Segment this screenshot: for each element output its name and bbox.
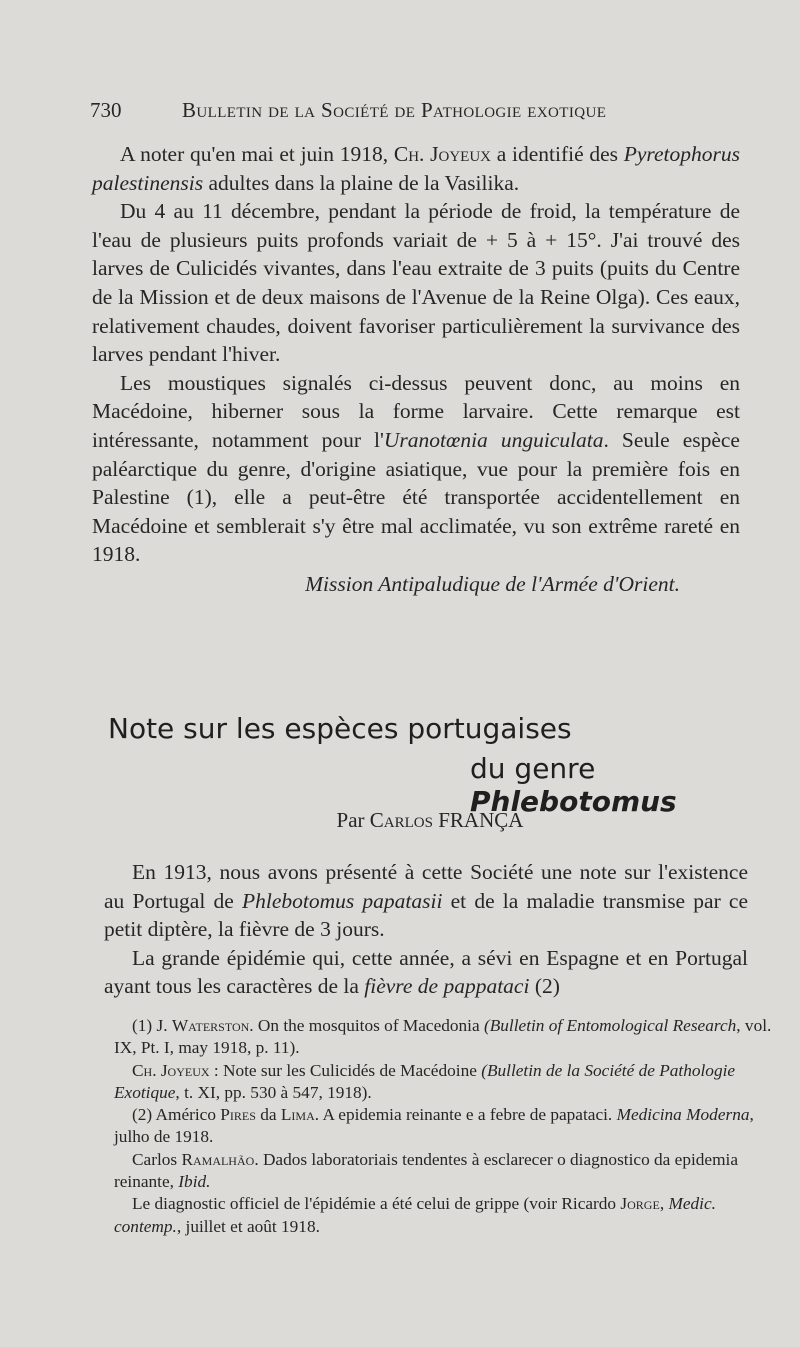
title-line-2: du genre Phlebotomus [470,752,677,818]
footnotes [114,1015,780,1238]
previous-article-text [92,140,740,599]
footnote: Carlos Ramalhão. Dados laboratoriais tendentes à esclarecer o diagnostico da epidemia reinante, Ibid. [114,1149,738,1192]
paragraph: A noter qu'en mai et juin 1918, Ch. Joyeux a identifié des Pyretophorus palestinensis adultes dans la plaine de la Vasilika. [92,142,740,195]
footnote: Ch. Joyeux : Note sur les Culicidés de Macédoine (Bulletin de la Société de Pathologie Exotique, t. XI, pp. 530 à 547, 1918). [114,1060,736,1102]
byline: Par Carlos FRANÇA [336,808,524,832]
footnote: Le diagnostic officiel de l'épidémie a été celui de grippe (voir Ricardo Jorge, Medic. contemp., juillet et août 1918. [114,1194,716,1236]
author-last-name: FRANÇA [438,808,524,832]
author-first-name: Carlos [369,808,433,832]
paragraph: Du 4 au 11 décembre, pendant la période de froid, la température de l'eau de plusieurs puits profonds variait de + 5 à + 15°. J'ai trouvé des larves de Culicidés vivantes, dans l'eau extraite de 3 puits (puits du Centre de la Mission et de deux maisons de l'Avenue de la Reine Olga). Ces eaux, relativement chaudes, doivent favoriser particulièrement la survivance des larves pendant l'hiver. [92,199,740,367]
title-line-1: Note sur les espèces portugaises [108,712,572,745]
article-text [104,858,748,1001]
journal-title: Bulletin de la Société de Pathologie exotique [182,98,607,122]
page-number: 730 [90,98,122,122]
footnote: (2) Américo Pires da Lima. A epidemia reinante e a febre de papataci. Medicina Moderna, julho de 1918. [114,1105,754,1147]
genus-name: Phlebotomus [470,785,677,818]
footnote: (1) J. Waterston. On the mosquitos of Macedonia (Bulletin of Entomological Research, vol. IX, Pt. I, may 1918, p. 11). [114,1016,772,1058]
paragraph: Les moustiques signalés ci-dessus peuvent donc, au moins en Macédoine, hiberner sous la forme larvaire. Cette remarque est intéressante, notamment pour l'Uranotœnia unguiculata. Seule espèce paléarctique du genre, d'origine asiatique, vue pour la première fois en Palestine (1), elle a peut-être été transportée accidentellement en Macédoine et semblerait s'y être mal acclimatée, vu son extrême rareté en 1918. [92,370,740,567]
paragraph: En 1913, nous avons présenté à cette Société une note sur l'existence au Portugal de Phlebotomus papatasii et de la maladie transmise par ce petit diptère, la fièvre de 3 jours. [104,860,748,942]
paragraph: La grande épidémie qui, cette année, a sévi en Espagne et en Portugal ayant tous les caractères de la fièvre de pappataci (2) [104,945,748,999]
signature: Mission Antipaludique de l'Armée d'Orient. [305,571,680,596]
